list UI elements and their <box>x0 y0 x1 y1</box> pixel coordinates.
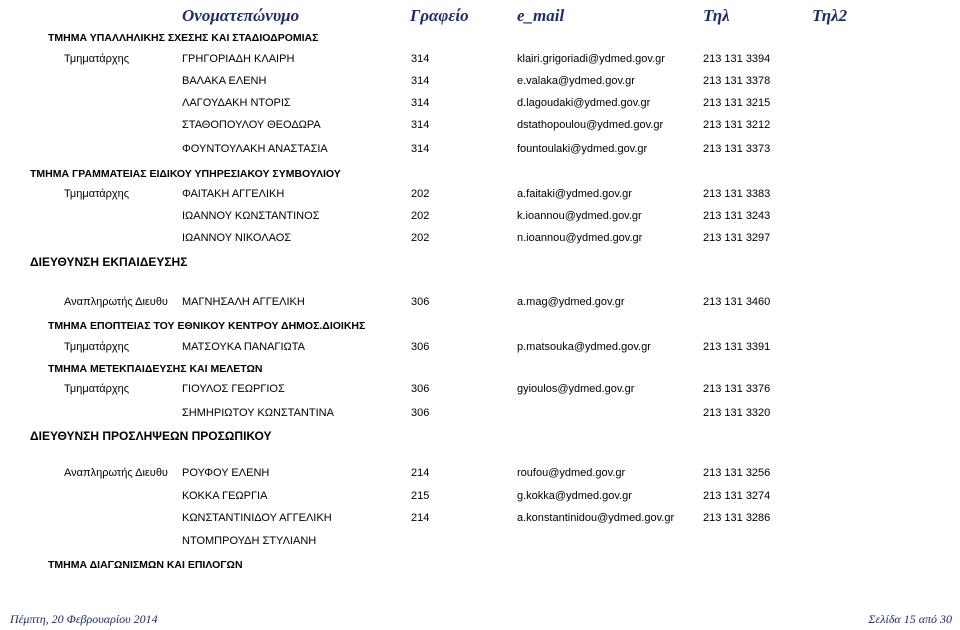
staff-office: 314 <box>411 119 430 131</box>
department-heading: ΤΜΗΜΑ ΥΠΑΛΛΗΛΙΚΗΣ ΣΧΕΣΗΣ ΚΑΙ ΣΤΑΔΙΟΔΡΟΜΙΑΣ <box>48 32 319 44</box>
staff-phone: 213 131 3376 <box>703 383 771 395</box>
department-heading: ΤΜΗΜΑ ΔΙΑΓΩΝΙΣΜΩΝ ΚΑΙ ΕΠΙΛΟΓΩΝ <box>48 559 243 571</box>
staff-phone: 213 131 3215 <box>703 97 771 109</box>
staff-phone: 213 131 3394 <box>703 53 771 65</box>
staff-office: 314 <box>411 97 430 109</box>
staff-office: 214 <box>411 512 430 524</box>
staff-name: ΡΟΥΦΟΥ ΕΛΕΝΗ <box>182 467 270 479</box>
staff-email: a.mag@ydmed.gov.gr <box>517 296 625 308</box>
staff-email: n.ioannou@ydmed.gov.gr <box>517 232 643 244</box>
staff-row <box>0 230 960 246</box>
column-header-tel2: Τηλ2 <box>812 6 848 25</box>
staff-row <box>0 405 960 421</box>
staff-phone: 213 131 3212 <box>703 119 771 131</box>
staff-office: 214 <box>411 467 430 479</box>
staff-row <box>0 465 960 481</box>
staff-name: ΛΑΓΟΥΔΑΚΗ ΝΤΟΡΙΣ <box>182 97 291 109</box>
staff-role: Αναπληρωτής Διευθυ <box>64 296 168 308</box>
staff-row <box>0 533 960 549</box>
footer-date: Πέμπτη, 20 Φεβρουαρίου 2014 <box>10 612 158 626</box>
staff-phone: 213 131 3274 <box>703 490 771 502</box>
staff-name: ΓΙΟΥΛΟΣ ΓΕΩΡΓΙΟΣ <box>182 383 285 395</box>
staff-row <box>0 73 960 89</box>
staff-row <box>0 186 960 202</box>
directorate-heading: ΔΙΕΥΘΥΝΣΗ ΠΡΟΣΛΗΨΕΩΝ ΠΡΟΣΩΠΙΚΟΥ <box>30 429 272 443</box>
staff-email: p.matsouka@ydmed.gov.gr <box>517 341 651 353</box>
staff-name: ΝΤΟΜΠΡΟΥΔΗ ΣΤΥΛΙΑΝΗ <box>182 535 317 547</box>
staff-email: a.konstantinidou@ydmed.gov.gr <box>517 512 675 524</box>
staff-phone: 213 131 3391 <box>703 341 771 353</box>
staff-email: a.faitaki@ydmed.gov.gr <box>517 188 632 200</box>
staff-row <box>0 339 960 355</box>
staff-row <box>0 488 960 504</box>
staff-phone: 213 131 3297 <box>703 232 771 244</box>
staff-office: 202 <box>411 210 430 222</box>
staff-office: 215 <box>411 490 430 502</box>
staff-phone: 213 131 3460 <box>703 296 771 308</box>
column-header-email: e_mail <box>517 6 565 25</box>
staff-phone: 213 131 3378 <box>703 75 771 87</box>
department-heading: ΤΜΗΜΑ ΓΡΑΜΜΑΤΕΙΑΣ ΕΙΔΙΚΟΥ ΥΠΗΡΕΣΙΑΚΟΥ ΣΥΜΒΟΥΛΙΟΥ <box>30 168 341 180</box>
staff-email: d.lagoudaki@ydmed.gov.gr <box>517 97 651 109</box>
staff-row <box>0 117 960 133</box>
staff-email: fountoulaki@ydmed.gov.gr <box>517 143 648 155</box>
staff-name: ΦΑΙΤΑΚΗ ΑΓΓΕΛΙΚΗ <box>182 188 285 200</box>
staff-phone: 213 131 3373 <box>703 143 771 155</box>
staff-phone: 213 131 3320 <box>703 407 771 419</box>
staff-name: ΦΟΥΝΤΟΥΛΑΚΗ ΑΝΑΣΤΑΣΙΑ <box>182 143 328 155</box>
staff-role: Τμηματάρχης <box>64 188 130 200</box>
staff-email: roufou@ydmed.gov.gr <box>517 467 626 479</box>
staff-name: ΚΟΚΚΑ ΓΕΩΡΓΙΑ <box>182 490 268 502</box>
staff-email: klairi.grigoriadi@ydmed.gov.gr <box>517 53 665 65</box>
staff-office: 306 <box>411 407 430 419</box>
staff-office: 306 <box>411 296 430 308</box>
staff-name: ΜΑΤΣΟΥΚΑ ΠΑΝΑΓΙΩΤΑ <box>182 341 306 353</box>
staff-name: ΓΡΗΓΟΡΙΑΔΗ ΚΛΑΙΡΗ <box>182 53 295 65</box>
department-heading: ΤΜΗΜΑ ΜΕΤΕΚΠΑΙΔΕΥΣΗΣ ΚΑΙ ΜΕΛΕΤΩΝ <box>48 363 263 375</box>
staff-email: e.valaka@ydmed.gov.gr <box>517 75 635 87</box>
staff-row <box>0 294 960 310</box>
staff-name: ΣΤΑΘΟΠΟΥΛΟΥ ΘΕΟΔΩΡΑ <box>182 119 321 131</box>
staff-phone: 213 131 3383 <box>703 188 771 200</box>
directorate-heading: ΔΙΕΥΘΥΝΣΗ ΕΚΠΑΙΔΕΥΣΗΣ <box>30 255 188 269</box>
staff-office: 314 <box>411 75 430 87</box>
staff-name: ΙΩΑΝΝΟΥ ΝΙΚΟΛΑΟΣ <box>182 232 292 244</box>
staff-name: ΒΑΛΑΚΑ ΕΛΕΝΗ <box>182 75 267 87</box>
staff-office: 314 <box>411 53 430 65</box>
staff-office: 306 <box>411 383 430 395</box>
staff-row <box>0 95 960 111</box>
staff-name: ΣΗΜΗΡΙΩΤΟΥ ΚΩΝΣΤΑΝΤΙΝΑ <box>182 407 334 419</box>
staff-role: Τμηματάρχης <box>64 53 130 65</box>
staff-role: Τμηματάρχης <box>64 383 130 395</box>
staff-email: g.kokka@ydmed.gov.gr <box>517 490 632 502</box>
staff-office: 202 <box>411 188 430 200</box>
staff-name: ΚΩΝΣΤΑΝΤΙΝΙΔΟΥ ΑΓΓΕΛΙΚΗ <box>182 512 332 524</box>
column-header-tel: Τηλ <box>703 6 730 25</box>
staff-email: gyioulos@ydmed.gov.gr <box>517 383 635 395</box>
staff-name: ΜΑΓΝΗΣΑΛΗ ΑΓΓΕΛΙΚΗ <box>182 296 305 308</box>
staff-office: 314 <box>411 143 430 155</box>
staff-row <box>0 381 960 397</box>
staff-role: Τμηματάρχης <box>64 341 130 353</box>
staff-row <box>0 51 960 67</box>
staff-row <box>0 510 960 526</box>
column-header-office: Γραφείο <box>410 6 469 25</box>
department-heading: ΤΜΗΜΑ ΕΠΟΠΤΕΙΑΣ ΤΟΥ ΕΘΝΙΚΟΥ ΚΕΝΤΡΟΥ ΔΗΜΟΣ.ΔΙΟΙΚΗΣ <box>48 320 366 332</box>
staff-role: Αναπληρωτής Διευθυ <box>64 467 168 479</box>
staff-row <box>0 141 960 157</box>
staff-row <box>0 208 960 224</box>
staff-phone: 213 131 3243 <box>703 210 771 222</box>
staff-email: k.ioannou@ydmed.gov.gr <box>517 210 642 222</box>
staff-phone: 213 131 3256 <box>703 467 771 479</box>
column-header-name: Ονοματεπώνυμο <box>182 6 300 25</box>
footer-page-number: Σελίδα 15 από 30 <box>868 612 952 626</box>
staff-phone: 213 131 3286 <box>703 512 771 524</box>
staff-office: 202 <box>411 232 430 244</box>
staff-email: dstathopoulou@ydmed.gov.gr <box>517 119 664 131</box>
staff-office: 306 <box>411 341 430 353</box>
staff-name: ΙΩΑΝΝΟΥ ΚΩΝΣΤΑΝΤΙΝΟΣ <box>182 210 320 222</box>
